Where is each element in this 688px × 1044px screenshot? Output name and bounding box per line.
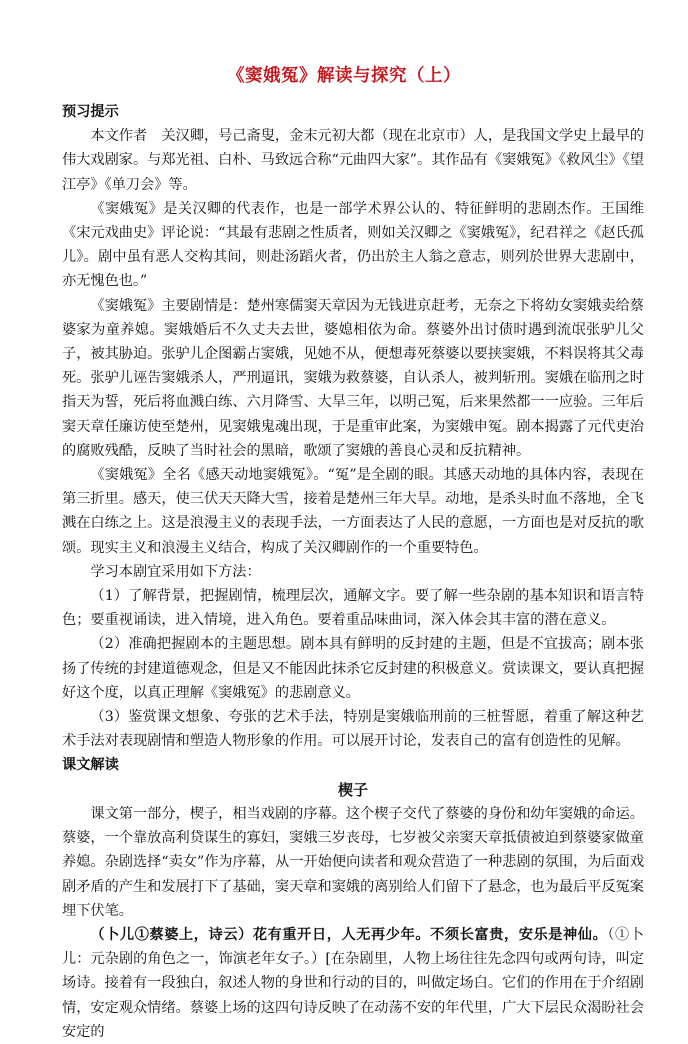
document-title: 《窦娥冤》解读与探究（上） bbox=[227, 66, 461, 86]
paragraph-xiezi: 课文第一部分，楔子，相当戏剧的序幕。这个楔子交代了蔡婆的身份和幼年窦娥的命运。蔡婆，一个靠放高利贷谋生的寡妇，窦娥三岁丧母，七岁被父亲窦天章抵债被迫到蔡婆家做童养媳。杂剧选择“卖女”作为序幕，从一开始便向读者和观众营造了一种悲剧的氛围，为后面戏剧矛盾的产生和发展打下了基础，窦天章和窦娥的离别给人们留下了悬念，也为最后平反冤案埋下伏笔。 bbox=[62, 805, 645, 919]
paragraph-script-quote bbox=[62, 923, 644, 1044]
section-heading-reading: 课文解读 bbox=[62, 757, 119, 774]
subheading-xiezi: 楔子 bbox=[337, 780, 368, 799]
paragraph-theme: 《窦娥冤》全名《感天动地窦娥冤》。“冤”是全剧的眼。其感天动地的具体内容，表现在第三折里。感天，使三伏天天降大雪，接着是楚州三年大旱。动地，是杀头时血不落地，全飞溅在白练之上。这是浪漫主义的表现手法，一方面表达了人民的意愿，一方面也是对反抗的歌颂。现实主义和浪漫主义结合，构成了关汉卿剧作的一个重要特色。 bbox=[62, 467, 644, 556]
script-line-bold: （卜儿①蔡婆上，诗云）花有重开日，人无再少年。不须长富贵，安乐是神仙。 bbox=[90, 926, 608, 943]
paragraph-method-intro: 学习本剧宜采用如下方法： bbox=[90, 563, 261, 580]
script-annotation: （①卜儿：元杂剧的角色之一，饰演老年女子。）[在杂剧里，人物上场往往先念四句或两句诗，叫定场诗。接着有一段独白，叙述人物的身世和行动的目的，叫做定场白。它们的作用在于介绍剧情，安定观众情绪。蔡婆上场的这四句诗反映了在动荡不安的年代里，广大下层民众渴盼社会安定的 bbox=[62, 926, 644, 1040]
paragraph-plot: 《窦娥冤》主要剧情是：楚州寒儒窦天章因为无钱进京赶考，无奈之下将幼女窦娥卖给蔡婆家为童养媳。窦娥婚后不久丈夫去世，婆媳相依为命。蔡婆外出讨债时遇到流氓张驴儿父子，被其胁迫。张驴儿企图霸占窦娥，见她不从，便想毒死蔡婆以要挟窦娥，不料误将其父毒死。张驴儿诬告窦娥杀人，严刑逼讯，窦娥为救蔡婆，自认杀人，被判斩刑。窦娥在临刑之时指天为誓，死后将血溅白练、六月降雪、大旱三年，以明己冤，后来果然都一一应验。三年后窦天章任廉访使至楚州，见窦娥鬼魂出现，于是重审此案，为窦娥申冤。剧本揭露了元代吏治的腐败残酷，反映了当时社会的黑暗，歌颂了窦娥的善良心灵和反抗精神。 bbox=[62, 297, 644, 459]
document-body bbox=[62, 100, 644, 1044]
paragraph-method-3: （3）鉴赏课文想象、夸张的艺术手法，特别是窦娥临刑前的三桩誓愿，着重了解这种艺术手法对表现剧情和塑造人物形象的作用。可以展开讨论，发表自己的富有创造性的见解。 bbox=[62, 709, 644, 750]
paragraph-method-1: （1）了解背景，把握剧情，梳理层次，通解文字。要了解一些杂剧的基本知识和语言特色；要重视诵读，进入情境，进入角色。要着重品味曲词，深入体会其丰富的潜在意义。 bbox=[62, 588, 644, 629]
paragraph-review: 《窦娥冤》是关汉卿的代表作，也是一部学术界公认的、特征鲜明的悲剧杰作。王国维《宋元戏曲史》评论说：“其最有悲剧之性质者，则如关汉卿之《窦娥冤》，纪君祥之《赵氏孤儿》。剧中虽有恶人交构其间，则赴汤蹈火者，仍出於主人翁之意志，则列於世界大悲剧中，亦无愧色也。” bbox=[62, 200, 644, 290]
section-heading-preview: 预习提示 bbox=[62, 104, 119, 120]
paragraph-author: 本文作者 关汉卿，号己斋叟，金末元初大都（现在北京市）人，是我国文学史上最早的伟大戏剧家。与郑光祖、白朴、马致远合称“元曲四大家”。其作品有《窦娥冤》《救风尘》《望江亭》《单刀会》等。 bbox=[62, 128, 644, 193]
paragraph-method-2: （2）准确把握剧本的主题思想。剧本具有鲜明的反封建的主题，但是不宜拔高；剧本张扬了传统的封建道德观念，但是又不能因此抹杀它反封建的积极意义。赏读课文，要认真把握好这个度，以真正理解《窦娥冤》的悲剧意义。 bbox=[62, 636, 644, 701]
